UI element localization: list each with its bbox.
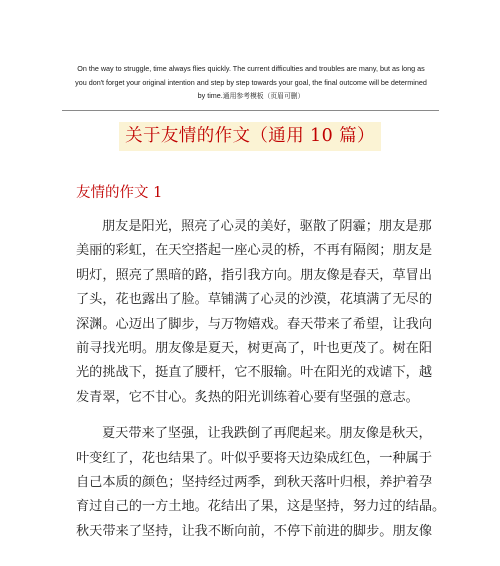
paragraph (76, 422, 446, 544)
header-template-note: 通用参考模板（页眉可删） (222, 92, 305, 100)
paragraph-line: 了头，花也露出了脸。草铺满了心灵的沙漠，花填满了无尽的 (76, 292, 433, 308)
paragraph-line: 明灯，照亮了黑暗的路，指引我方向。朋友像是春天，草冒出 (76, 267, 433, 283)
paragraph-line: 夏天带来了坚强，让我跌倒了再爬起来。朋友像是秋天， (102, 426, 432, 442)
page-header (62, 62, 440, 104)
paragraph (76, 215, 433, 410)
paragraph-line: 秋天带来了坚持，让我不断向前，不停下前进的脚步。朋友像 (76, 523, 433, 539)
header-line (62, 89, 440, 104)
document-title: 关于友情的作文（通用 10 篇） (119, 122, 381, 151)
paragraph-line: 发青翠，它不甘心。炙热的阳光训练着心要有坚强的意志。 (76, 389, 419, 405)
paragraph-line: 自己本质的颜色；坚持经过两季，到秋天落叶归根，养护着孕 (76, 475, 433, 491)
header-divider (62, 110, 439, 111)
paragraph-line: 叶变红了，花也结果了。叶似乎要将天边染成红色，一种属于 (76, 450, 433, 466)
title-container (0, 122, 500, 151)
paragraph-line: 朋友是阳光，照亮了心灵的美好，驱散了阴霾；朋友是那 (102, 219, 432, 234)
essay-body (76, 215, 446, 556)
paragraph-line: 育过自己的一方土地。花结出了果，这是坚持，努力过的结晶。 (76, 499, 446, 515)
paragraph-line: 前寻找光明。朋友像是夏天，树更高了，叶也更茂了。树在阳 (76, 341, 433, 357)
header-line-en: by time. (197, 91, 223, 100)
paragraph-line: 深渊。心迈出了脚步，与万物嬉戏。春天带来了希望，让我向 (76, 316, 433, 332)
header-line: On the way to struggle, time always flies quickly. The current difficulties and troubles are many, but as long as (77, 64, 425, 73)
paragraph-line: 美丽的彩虹，在天空搭起一座心灵的桥，不再有隔阂；朋友是 (76, 243, 433, 259)
section-heading: 友情的作文 1 (76, 185, 163, 201)
header-line: you don't forget your original intention and step by step towards your goal, the final outcome will be determined (75, 77, 427, 87)
paragraph-line: 光的挑战下，挺直了腰杆，它不服输。叶在阳光的戏谑下，越 (76, 365, 433, 381)
